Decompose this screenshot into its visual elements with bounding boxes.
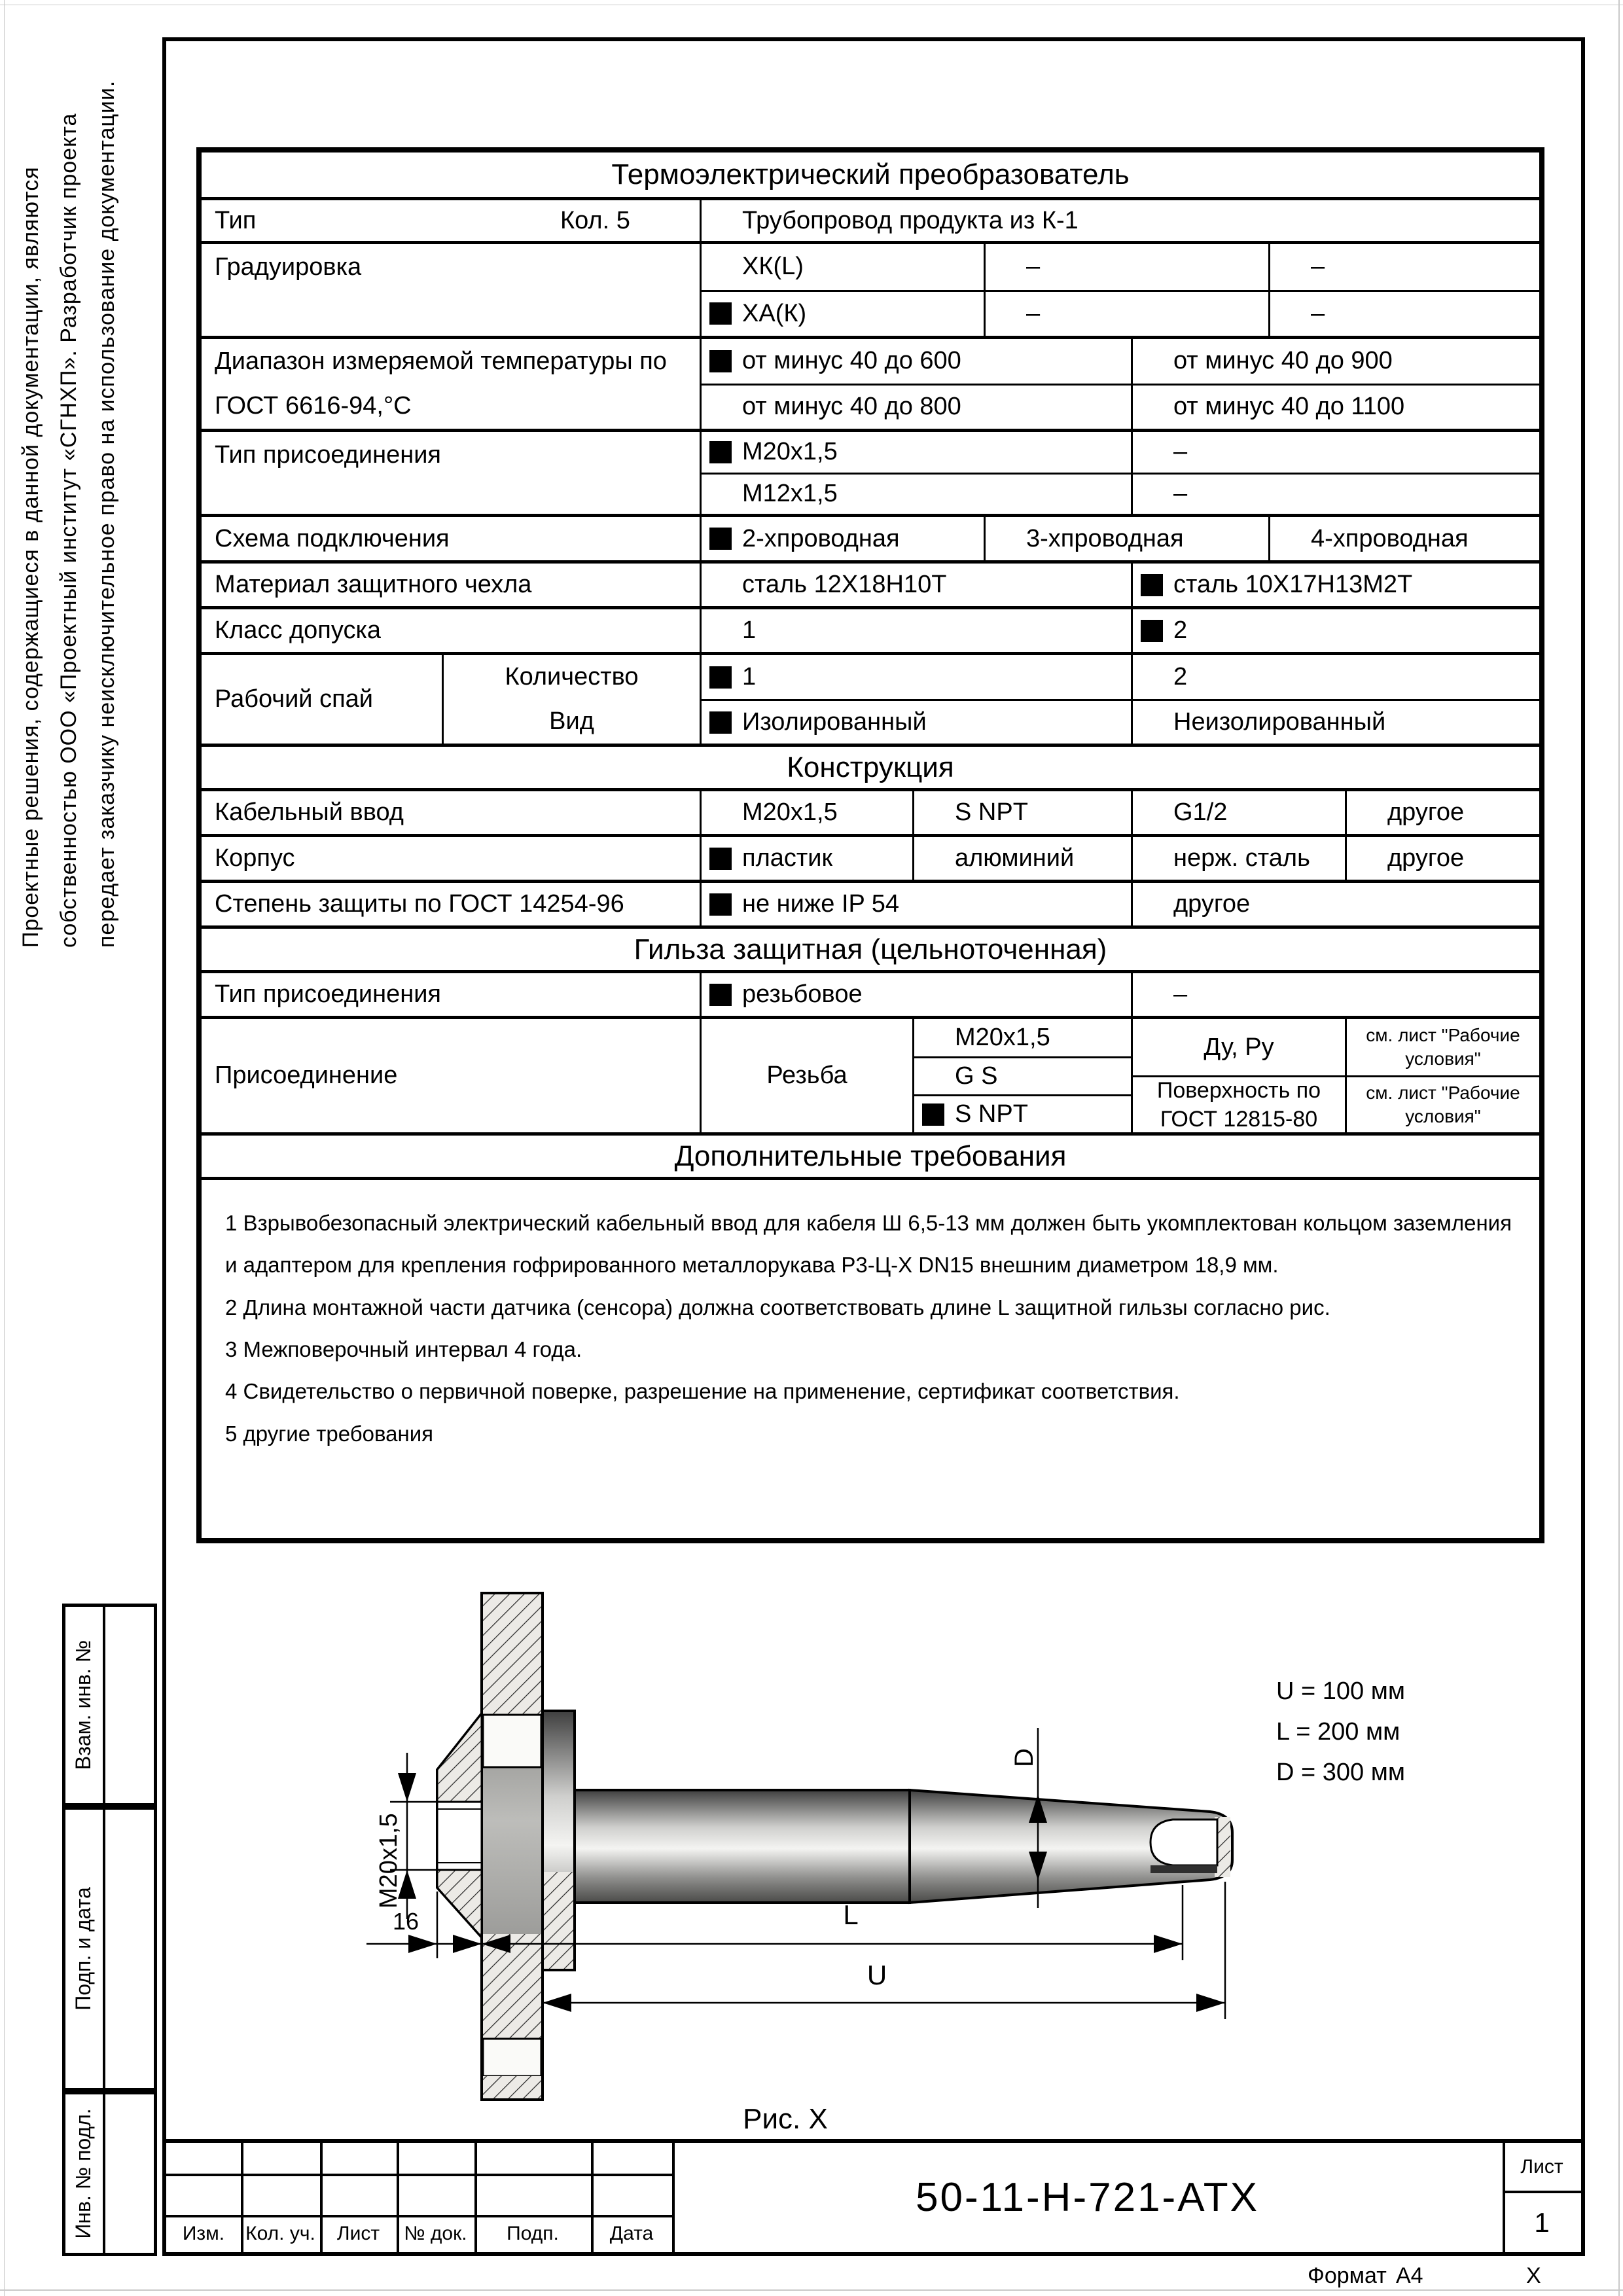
option-izolirovanny-checked: Изолированный <box>702 701 1133 744</box>
dim-label-D: D <box>1010 1748 1039 1767</box>
stepen-label: Степень защиты по ГОСТ 14254-96 <box>202 883 702 925</box>
note-2: 2 Длина монтажной части датчика (сенсора) должна соответствовать длине L защитной гильзы согласно рис. <box>225 1295 1330 1319</box>
dash-cell: – <box>1311 253 1325 281</box>
margin-copyright-line: Проектные решения, содержащиеся в данной документации, являются <box>18 166 43 948</box>
checkbox-filled <box>1141 620 1163 642</box>
graduirovka-label: Градуировка <box>202 244 702 336</box>
col-podp: Подп. <box>507 2222 559 2244</box>
material-label: Материал защитного чехла <box>202 564 702 606</box>
option-kabel-m20: М20х1,5 <box>702 791 914 834</box>
option-hk-l: ХК(L) <box>702 244 986 290</box>
margin-copyright-line: собственностью ООО «Проектный институт «СГНХП». Разработчик проекта <box>56 113 81 948</box>
col-data: Дата <box>609 2222 654 2244</box>
dash-cell: – <box>986 292 1270 336</box>
margin-copyright-line: передает заказчику неисключительное право на использование документации. <box>94 80 119 948</box>
option-korpus-drugoe: другое <box>1387 844 1465 872</box>
option-class-2-checked: 2 <box>1133 609 1539 652</box>
row-prisoedinenie <box>202 1016 1539 1132</box>
row-tip-prisoed-gilza <box>202 970 1539 1016</box>
note-5: 5 другие требования <box>225 1421 433 1446</box>
option-minus40-600-checked: от минус 40 до 600 <box>702 339 1133 384</box>
checkbox-filled <box>709 528 732 550</box>
option-minus40-1100: от минус 40 до 1100 <box>1173 393 1405 421</box>
dim-label-L: L <box>843 1899 859 1930</box>
col-kol-uch: Кол. уч. <box>245 2222 315 2244</box>
option-steel-10x17-checked: сталь 10Х17Н13М2Т <box>1133 564 1539 606</box>
option-2wire-checked: 2-хпроводная <box>702 517 986 560</box>
option-kabel-drugoe: другое <box>1387 798 1465 826</box>
option-m20-checked: М20х1,5 <box>702 432 1133 473</box>
collar <box>543 1711 575 1970</box>
tip-label: Тип <box>215 206 257 234</box>
questionnaire-table <box>196 147 1544 1543</box>
dim-label-m20: М20х1,5 <box>375 1813 402 1909</box>
row-stepen-zashchity <box>202 880 1539 925</box>
tip-bore-bottom <box>1150 1865 1217 1873</box>
sheet-label: Лист <box>1520 2155 1563 2178</box>
row-rabochiy-spay <box>202 652 1539 744</box>
col-izm: Изм. <box>182 2222 225 2244</box>
spay-sub-kolichestvo: Количество <box>505 663 639 691</box>
dim-label-16: 16 <box>393 1908 419 1935</box>
option-neizolirovanny: Неизолированный <box>1173 708 1386 736</box>
dash-cell: – <box>1173 438 1188 466</box>
option-ip54-checked: не ниже IP 54 <box>702 883 1133 925</box>
korpus-label: Корпус <box>202 837 702 880</box>
option-minus40-800: от минус 40 до 800 <box>702 386 1133 429</box>
option-minus40-900: от минус 40 до 900 <box>1173 347 1393 375</box>
option-ha-k-checked: ХА(К) <box>702 292 986 336</box>
row-tip-prisoedineniya <box>202 429 1539 514</box>
checkbox-filled <box>709 984 732 1006</box>
format-label: Формат <box>1308 2263 1387 2288</box>
option-4wire: 4-хпроводная <box>1311 524 1469 552</box>
stamp-box-divider <box>103 2094 105 2253</box>
tip-qty: Кол. 5 <box>560 206 630 234</box>
option-plastik-checked: пластик <box>702 837 914 880</box>
tip-label-cell <box>202 200 702 241</box>
spay-label: Рабочий спай <box>202 655 444 744</box>
row-skhema <box>202 514 1539 560</box>
row-korpus <box>202 834 1539 880</box>
dash-cell: – <box>1173 480 1188 508</box>
rezba-label: Резьба <box>702 1019 914 1132</box>
thermowell-barrel <box>575 1790 910 1903</box>
col-list: Лист <box>336 2222 380 2244</box>
option-aluminiy: алюминий <box>914 837 1133 880</box>
note-3: 3 Межповерочный интервал 4 года. <box>225 1337 582 1362</box>
option-rezba-gs: G S <box>914 1056 1131 1094</box>
checkbox-filled <box>709 350 732 372</box>
tip-prisoed2-label: Тип присоединения <box>202 973 702 1016</box>
checkbox-filled <box>1141 574 1163 596</box>
checkbox-filled <box>709 711 732 734</box>
option-rezba-m20: М20х1,5 <box>955 1024 1050 1051</box>
tip-bore <box>1150 1820 1217 1865</box>
document-number: 50-11-Н-721-АТХ <box>916 2175 1259 2220</box>
dash-cell: – <box>986 244 1270 290</box>
row-klass <box>202 606 1539 652</box>
option-kabel-g12: G1/2 <box>1133 791 1347 834</box>
dash-cell: – <box>1311 299 1325 327</box>
spay-sub-vid: Вид <box>549 707 594 735</box>
row-tip <box>202 197 1539 241</box>
tip-prisoed-label: Тип присоединения <box>202 432 702 514</box>
option-class-1: 1 <box>702 609 1133 652</box>
option-rezbovoe-checked: резьбовое <box>702 973 1133 1016</box>
notes-text <box>202 1180 1539 1538</box>
note-1: 1 Взрывобезопасный электрический кабельный ввод для кабеля Ш 6,5-13 мм должен быть укомплектован кольцом заземления и адаптером для крепления гофрированного металлорукава Р3-Ц-Х DN15 внешним диаметром 18,9 мм. <box>225 1211 1512 1278</box>
sheet-number: 1 <box>1534 2207 1550 2238</box>
stamp-label-vzam: Взам. инв. № <box>71 1640 95 1770</box>
du-ru-label: Ду, Ру <box>1133 1019 1347 1075</box>
dop-trebovaniya-header: Дополнительные требования <box>674 1139 1067 1172</box>
stamp-box-divider <box>103 1810 105 2088</box>
dim-value-D: D = 300 мм <box>1276 1759 1405 1786</box>
checkbox-filled <box>709 666 732 689</box>
row-graduirovka <box>202 241 1539 336</box>
stamp-box-divider <box>103 1607 105 1803</box>
option-steel-12x18: сталь 12Х18Н10Т <box>702 564 1133 606</box>
checkbox-filled <box>922 1103 944 1126</box>
figure-caption: Рис. X <box>743 2103 828 2135</box>
dim-label-U: U <box>866 1960 887 1990</box>
diapazon-label-1: Диапазон измеряемой температуры по <box>215 347 667 375</box>
section-dop-trebovaniya <box>202 1132 1539 1177</box>
diapazon-label-2: ГОСТ 6616-94,°С <box>215 392 412 420</box>
format-value: А4 <box>1396 2263 1423 2288</box>
option-nerzh-stal: нерж. сталь <box>1133 837 1347 880</box>
konstrukciya-header: Конструкция <box>787 751 954 783</box>
dim-value-L: L = 200 мм <box>1276 1718 1400 1746</box>
stamp-label-inv: Инв. № подл. <box>71 2108 95 2239</box>
titleblock-line <box>166 2174 675 2176</box>
tip-value: Трубопровод продукта из К-1 <box>742 206 1079 234</box>
klass-label: Класс допуска <box>202 609 702 652</box>
prisoed-label: Присоединение <box>202 1019 702 1132</box>
dash-cell: – <box>1173 980 1188 1008</box>
option-qty-2: 2 <box>1173 663 1188 691</box>
gilza-header: Гильза защитная (цельноточенная) <box>633 933 1107 965</box>
section-konstrukciya <box>202 744 1539 788</box>
m20-bore <box>437 1802 482 1870</box>
col-n-dok: № док. <box>404 2222 467 2244</box>
see-sheet-note: см. лист "Рабочие условия" <box>1366 1082 1520 1126</box>
thermowell-drawing <box>162 1551 1585 2139</box>
option-3wire: 3-хпроводная <box>986 517 1270 560</box>
table-title-row <box>202 152 1539 197</box>
page-edge-right <box>1618 0 1620 2296</box>
checkbox-filled <box>709 893 732 916</box>
poverkhnost-label: Поверхность по ГОСТ 12815-80 <box>1133 1077 1347 1132</box>
notes-block <box>202 1177 1539 1538</box>
option-rezba-snpt-checked: S NPT <box>914 1094 1131 1132</box>
checkbox-filled <box>709 441 732 463</box>
see-sheet-note: см. лист "Рабочие условия" <box>1366 1024 1520 1069</box>
option-qty-1-checked: 1 <box>702 655 1133 699</box>
checkbox-filled <box>709 848 732 870</box>
flange-plate <box>482 1593 543 2100</box>
dim-value-U: U = 100 мм <box>1276 1677 1405 1705</box>
row-material <box>202 560 1539 606</box>
section-gilza <box>202 925 1539 970</box>
option-stepen-drugoe: другое <box>1173 890 1251 918</box>
format-x: X <box>1526 2263 1541 2288</box>
flange-hub <box>437 1713 482 1937</box>
skhema-label: Схема подключения <box>202 517 702 560</box>
title-block <box>162 2139 1585 2256</box>
checkbox-filled <box>709 302 732 325</box>
stamp-label-podp: Подп. и дата <box>71 1887 95 2011</box>
row-kabelny-vvod <box>202 788 1539 834</box>
page-edge-bottom <box>0 2289 1623 2291</box>
row-diapazon <box>202 336 1539 429</box>
table-title: Термоэлектрический преобразователь <box>611 158 1130 190</box>
note-4: 4 Свидетельство о первичной поверке, разрешение на применение, сертификат соответствия. <box>225 1379 1180 1404</box>
kabel-label: Кабельный ввод <box>202 791 702 834</box>
page-edge-left <box>4 0 5 2296</box>
option-kabel-snpt: S NPT <box>914 791 1133 834</box>
option-m12: М12х1,5 <box>702 475 1133 514</box>
